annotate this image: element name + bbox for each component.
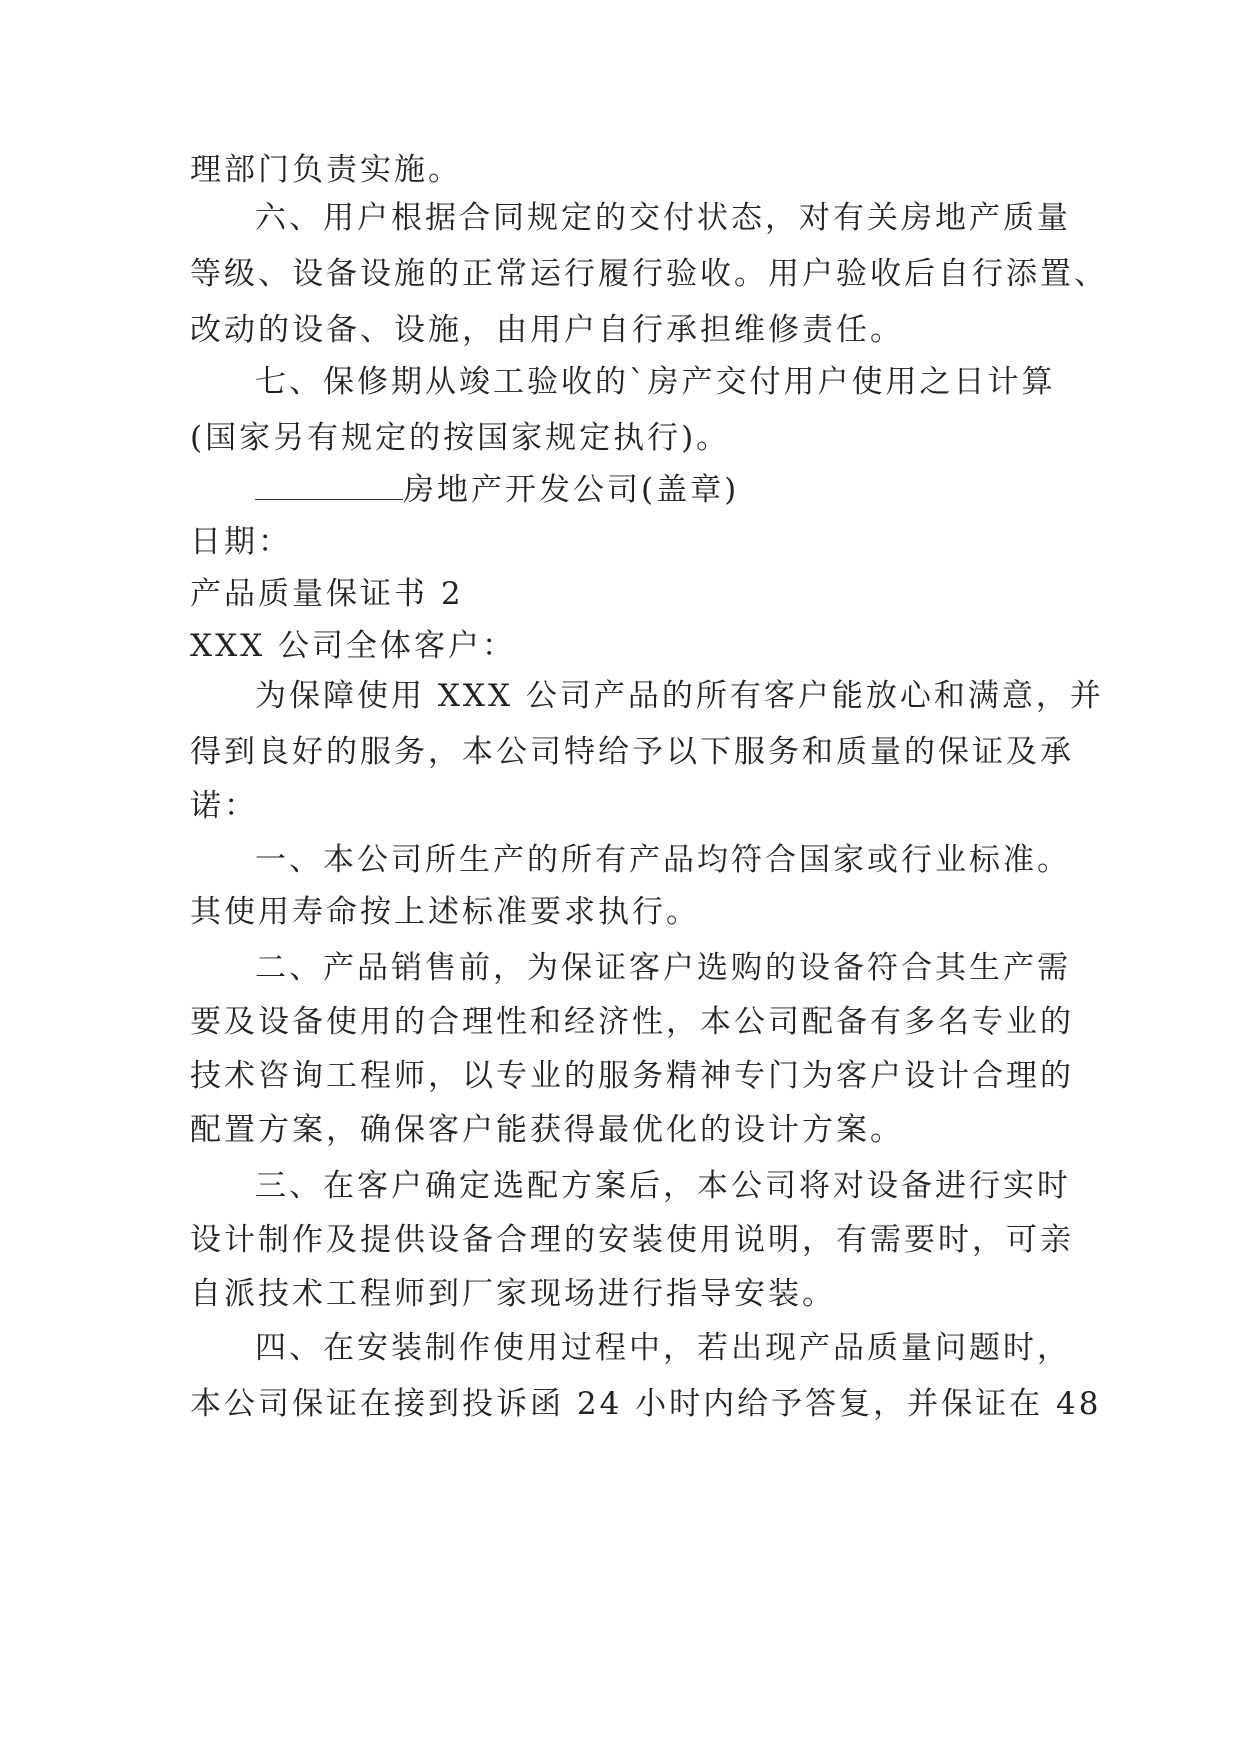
text-line: (国家另有规定的按国家规定执行)。 <box>190 420 731 456</box>
text-line: 设计制作及提供设备合理的安装使用说明，有需要时，可亲 <box>190 1222 1074 1258</box>
text-line: 要及设备使用的合理性和经济性，本公司配备有多名专业的 <box>190 1004 1074 1040</box>
text-line: 技术咨询工程师，以专业的服务精神专门为客户设计合理的 <box>190 1058 1074 1094</box>
paragraph-4-line-1: 四、在安装制作使用过程中，若出现产品质量问题时， <box>255 1330 1071 1366</box>
text-line: 等级、设备设施的正常运行履行验收。用户验收后自行添置、 <box>190 256 1108 292</box>
blank-underline <box>255 473 403 500</box>
paragraph-6-line-1: 六、用户根据合同规定的交付状态，对有关房地产质量 <box>255 200 1071 236</box>
text-line: 配置方案，确保客户能获得最优化的设计方案。 <box>190 1112 904 1148</box>
salutation: XXX 公司全体客户： <box>190 628 517 664</box>
paragraph-2-line-1: 二、产品销售前，为保证客户选购的设备符合其生产需 <box>255 950 1071 986</box>
date-label: 日期： <box>190 524 292 560</box>
text-line: 理部门负责实施。 <box>190 152 462 188</box>
paragraph-1-line-1: 一、本公司所生产的所有产品均符合国家或行业标准。 <box>255 842 1071 878</box>
company-seal-label: 房地产开发公司(盖章) <box>403 472 740 508</box>
intro-line-1: 为保障使用 XXX 公司产品的所有客户能放心和满意，并 <box>255 678 1104 714</box>
text-line: 其使用寿命按上述标准要求执行。 <box>190 894 700 930</box>
text-line: 诺： <box>190 788 258 824</box>
text-line: 改动的设备、设施，由用户自行承担维修责任。 <box>190 312 904 348</box>
paragraph-3-line-1: 三、在客户确定选配方案后，本公司将对设备进行实时 <box>255 1168 1071 1204</box>
section-title: 产品质量保证书 2 <box>190 576 464 612</box>
text-line: 本公司保证在接到投诉函 24 小时内给予答复，并保证在 48 <box>190 1386 1102 1422</box>
text-line: 自派技术工程师到厂家现场进行指导安装。 <box>190 1276 836 1312</box>
company-seal-line <box>255 470 1060 510</box>
paragraph-7-line-1: 七、保修期从竣工验收的`房产交付用户使用之日计算 <box>255 364 1056 400</box>
text-line: 得到良好的服务，本公司特给予以下服务和质量的保证及承 <box>190 734 1074 770</box>
